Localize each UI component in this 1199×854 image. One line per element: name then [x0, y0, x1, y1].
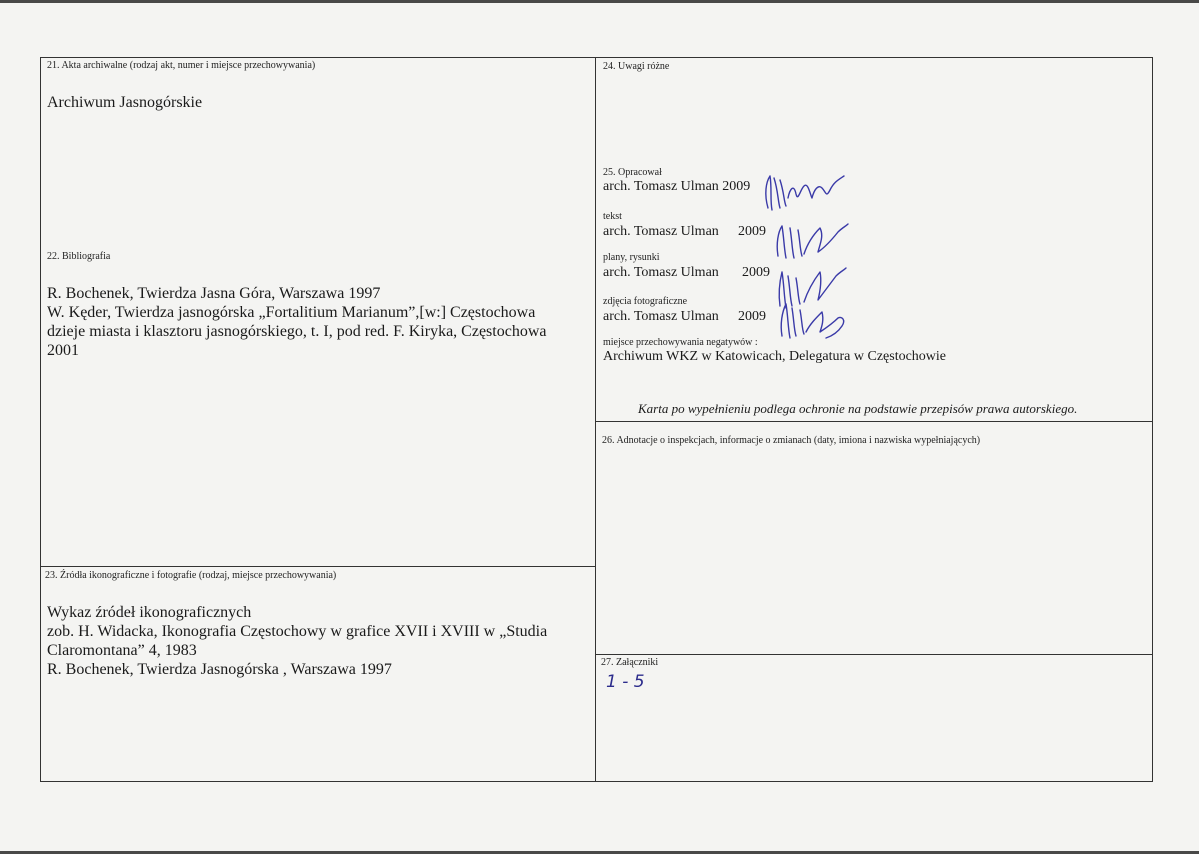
bibliography-line: R. Bochenek, Twierdza Jasna Góra, Warszawa 1997 — [47, 285, 381, 302]
iconography-line: Wykaz źródeł ikonograficznych — [47, 604, 252, 621]
scan-edge-top — [0, 0, 1199, 3]
section-26-label: 26. Adnotacje o inspekcjach, informacje o zmianach (daty, imiona i nazwiska wypełniających) — [602, 435, 981, 446]
negatives-storage-label: miejsce przechowywania negatywów : — [603, 337, 758, 348]
bibliography-line: 2001 — [47, 342, 79, 359]
text-author-year: 2009 — [738, 224, 766, 239]
drawings-author-label: plany, rysunki — [603, 252, 660, 263]
signature-photos — [776, 298, 856, 342]
section-22-label: 22. Bibliografia — [47, 251, 111, 262]
photos-author-name: arch. Tomasz Ulman — [603, 309, 719, 324]
iconography-list — [47, 603, 587, 679]
section-21-value: Archiwum Jasnogórskie — [47, 94, 203, 111]
section-26-box — [595, 421, 1153, 655]
text-author-label: tekst — [603, 211, 622, 222]
section-27-label: 27. Załączniki — [601, 657, 659, 668]
negatives-storage-value: Archiwum WKZ w Katowicach, Delegatura w Częstochowie — [603, 349, 947, 364]
copyright-note: Karta po wypełnieniu podlega ochronie na podstawie przepisów prawa autorskiego. — [638, 401, 1078, 416]
section-23-label: 23. Źródła ikonograficzne i fotografie (rodzaj, miejsce przechowywania) — [45, 570, 337, 581]
drawings-author-name: arch. Tomasz Ulman — [603, 265, 719, 280]
photos-author-year: 2009 — [738, 309, 766, 324]
iconography-line: zob. H. Widacka, Ikonografia Częstochowy w grafice XVII i XVIII w „Studia — [47, 623, 548, 640]
signature-text — [772, 218, 852, 262]
bibliography-line: W. Kęder, Twierdza jasnogórska „Fortalitium Marianum”,[w:] Częstochowa — [47, 304, 536, 321]
section-24-label: 24. Uwagi różne — [603, 61, 670, 72]
attachments-value: 1 - 5 — [606, 672, 645, 692]
section-21-label: 21. Akta archiwalne (rodzaj akt, numer i miejsce przechowywania) — [47, 60, 316, 71]
bibliography-line: dzieje miasta i klasztoru jasnogórskiego, t. I, pod red. F. Kiryka, Częstochowa — [47, 323, 547, 340]
section-25-label: 25. Opracował — [603, 167, 662, 178]
text-author-name: arch. Tomasz Ulman — [603, 224, 719, 239]
section-27-box — [595, 654, 1153, 782]
iconography-line: R. Bochenek, Twierdza Jasnogórska , Warszawa 1997 — [47, 661, 392, 678]
photos-author-label: zdjęcia fotograficzne — [603, 296, 688, 307]
author-line: arch. Tomasz Ulman 2009 — [603, 179, 751, 194]
bibliography-list — [47, 284, 587, 360]
iconography-line: Claromontana” 4, 1983 — [47, 642, 197, 659]
signature-author — [760, 168, 850, 214]
drawings-author-year: 2009 — [742, 265, 770, 280]
